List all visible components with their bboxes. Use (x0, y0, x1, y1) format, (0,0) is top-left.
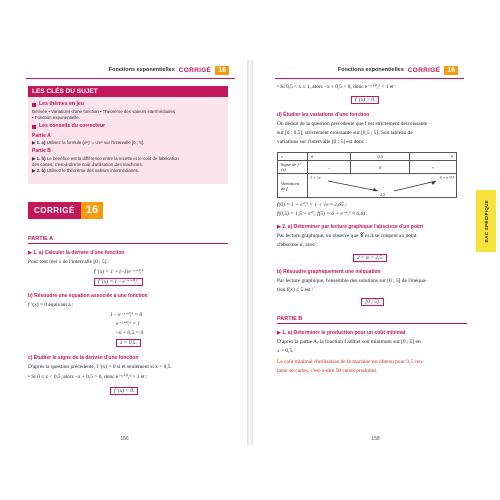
question-1c: c) Étudier le signe de la dérivée d'une fonction (28, 355, 139, 361)
conclusion-text: Le coût minimal d'utilisation de la machine est obtenu pour 0,5 cen- (277, 359, 424, 365)
table-cell: 0 (308, 153, 351, 161)
running-header-title: Fonctions exponentielles (108, 67, 175, 73)
result-box: f ′(x) < 0. (110, 387, 138, 395)
running-header-number: 16 (444, 66, 458, 75)
header-rule (275, 78, 464, 79)
table-cell: – (308, 161, 351, 174)
body-text: D'après la question précédente, f ′(x) = 0 si et seulement si x = 0,5. (28, 364, 172, 370)
result-box: x = 0,5. (116, 339, 141, 347)
right-page (253, 60, 498, 445)
table-cell: 0,5 (351, 153, 410, 161)
key-points-box (28, 86, 228, 184)
body-text: sur [0 ; 0,5], strictement croissante sur [0,5 ; 5]. Son tableau de (277, 130, 413, 136)
math-line: 1 – e⁻ˣ⁺⁰,⁵ = 0 (110, 312, 143, 318)
table-row (278, 153, 457, 161)
question-b1a: ▶ 1. a) Déterminer le production pour un coût minimal (277, 330, 406, 336)
body-text: • Si 0,5 < x ≤ 1, alors –x + 0,5 < 0, donc e⁻ˣ⁺⁰,⁵ < 1 et : (277, 84, 397, 90)
math-line: e⁻ˣ⁺⁰,⁵ = 1 (116, 321, 141, 327)
corrige-heading (28, 202, 103, 219)
header-rule (26, 78, 235, 79)
body-text: • Si 0 ≤ x < 0,5, alors –x + 0,5 > 0, donc e⁻ˣ⁺⁰,⁵ > 1 et : (28, 374, 148, 380)
math-line: f(0) = 1 + e⁰,⁵ = 1 + √e ≈ 2,65 ; (277, 202, 347, 208)
themes-line: • Fonction exponentielle. (32, 114, 80, 120)
table-cell: 0 (351, 161, 410, 174)
advice-item: ▶ 2. b) Utilisez le théorème des valeurs intermédiaires. (32, 168, 140, 174)
left-page (2, 60, 247, 445)
table-row (278, 161, 457, 174)
math-line: f ′(x) = 1 + (–1)e⁻ˣ⁺⁰,⁵ (94, 269, 144, 275)
variation-arrows-cell (308, 174, 457, 198)
table-cell: + (410, 161, 457, 174)
table-row (278, 174, 457, 198)
advice-item: ▶ 1. a) Utilisez la formule (eᵘ)′ = u′eᵘ sur l'intervalle [0 ; 5]. (32, 140, 145, 146)
body-text: On déduit de la question précédente que f est strictement décroissante (277, 121, 428, 127)
table-cell: Variations de f (278, 174, 308, 198)
themes-heading: Les thèmes en jeu (32, 101, 224, 109)
running-header-title: Fonctions exponentielles (337, 67, 404, 73)
square-bullet-icon (32, 125, 36, 129)
themes-line: Dérivée • Variations d'une fonction • Théorème des valeurs intermédiaires (32, 108, 176, 114)
part-a-label: Partie A (32, 132, 51, 139)
math-line: f(0,5) = 1,5 + e⁰ ; f(5) = 6 + e⁻⁴,⁵ ≈ 6,01. (277, 211, 368, 217)
result-box: 2 < α < 2,5. (353, 254, 387, 262)
part-b-heading: PARTIE B (277, 316, 467, 324)
table-cell: x (278, 153, 308, 161)
variation-end-value: 6 + e⁻⁴,⁵ (439, 175, 454, 180)
variation-start-value: 1 + √e (310, 175, 321, 180)
result-box: f ′(x) > 0. (351, 96, 379, 104)
table-cell: Signe de f ′(x) (278, 161, 308, 174)
body-text: D'après la partie A, la fonction f admet son minimum sur [0 ; 5] en (277, 339, 421, 345)
running-header-label: CORRIGÉ (407, 66, 441, 74)
question-1d: d) Étudier les variations d'une fonction (277, 112, 370, 118)
running-header-number: 16 (215, 66, 229, 75)
math-line: –x + 0,5 = 0 (116, 330, 144, 336)
running-header (109, 63, 229, 77)
variation-min-value: 2,5 (380, 192, 385, 197)
advice-heading: Les conseils du correcteur (32, 123, 224, 131)
advice-item-continued: des cartes, c'est-à-dire le coût d'utilisation des machines. (32, 162, 143, 168)
advice-item: ▶ 1. b) Le bénéfice est la différence entre la recette et le coût de fabrication (32, 155, 179, 161)
key-points-title: LES CLÉS DU SUJET (28, 86, 228, 97)
section-side-tab (476, 190, 496, 252)
body-text: Par lecture graphique, l'ensemble des solutions sur [0 ; 5] de l'inéqua- (277, 278, 427, 284)
conclusion-text: taine de cartes, c'est-à-dire 50 cartes produites. (277, 368, 378, 374)
page-number: 158 (371, 436, 380, 442)
key-points-body (28, 97, 228, 177)
book-spread (0, 60, 500, 445)
running-header (338, 63, 458, 77)
body-text: Par lecture graphique, on observe que 𝒞 et Δ se coupent au point (277, 233, 417, 239)
question-1b: b) Résoudre une équation associée à une fonction (28, 293, 148, 299)
question-1a: ▶ 1. a) Calculer la dérivée d'une fonction (28, 250, 125, 256)
question-2b: b) Résoudre graphiquement une inéquation (277, 269, 381, 275)
part-a-heading: PARTIE A (28, 236, 228, 244)
body-text: Pour tout réel x de l'intervalle [0 ; 5] : (28, 259, 110, 265)
side-tab-label: BAC SPÉCIFIQUE (483, 199, 489, 243)
question-2a: ▶ 2. a) Déterminer par lecture graphique l'abscisse d'un point (277, 224, 423, 230)
body-text: d'abscisse α, avec : (277, 242, 318, 248)
part-b-label: Partie B (32, 148, 51, 155)
square-bullet-icon (32, 103, 36, 107)
body-text: f ′(x) = 0 équivaut à : (28, 302, 74, 308)
corrige-number: 16 (81, 202, 103, 219)
corrige-label: CORRIGÉ (28, 202, 81, 219)
body-text: tion f(x) ≤ 5 est : (277, 287, 314, 293)
body-text: x = 0,5. (277, 348, 294, 354)
running-header-label: CORRIGÉ (178, 66, 212, 74)
page-number: 156 (120, 436, 129, 442)
table-cell: 5 (410, 153, 457, 161)
body-text: variations sur l'intervalle [0 ; 5] est donc : (277, 139, 367, 145)
result-box: [0 ; 5]. (361, 298, 384, 306)
result-box: f ′(x) = 1 – e⁻ˣ⁺⁰,⁵. (94, 278, 143, 286)
variation-table (277, 152, 457, 198)
